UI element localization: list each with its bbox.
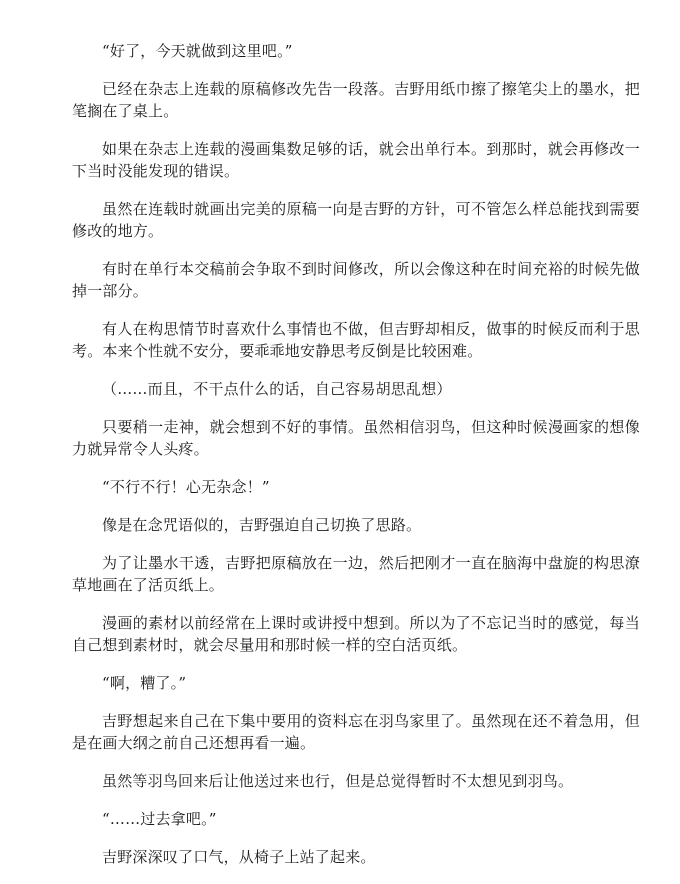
text-paragraph: 只要稍一走神，就会想到不好的事情。虽然相信羽鸟，但这种时候漫画家的想像力就异常令人头疼。: [72, 418, 640, 458]
document-page: [72, 40, 640, 884]
inner-thought-paragraph: （……而且，不干点什么的话，自己容易胡思乱想）: [102, 380, 452, 398]
text-paragraph: 已经在杂志上连载的原稿修改先告一段落。吉野用纸巾擦了擦笔尖上的墨水，把笔搁在了桌上。: [72, 80, 640, 120]
dialogue-paragraph: “啊，糟了。”: [102, 674, 187, 692]
text-paragraph: 虽然等羽鸟回来后让他送过来也行，但是总觉得暂时不太想见到羽鸟。: [102, 772, 574, 790]
text-paragraph: 有时在单行本交稿前会争取不到时间修改，所以会像这种在时间充裕的时候先做掉一部分。: [72, 260, 640, 300]
dialogue-paragraph: “……过去拿吧。”: [102, 810, 217, 828]
dialogue-paragraph: “好了，今天就做到这里吧。”: [102, 42, 293, 60]
text-paragraph: 如果在杂志上连载的漫画集数足够的话，就会出单行本。到那时，就会再修改一下当时没能发现的错误。: [72, 140, 640, 180]
text-paragraph: 吉野深深叹了口气，从椅子上站了起来。: [102, 848, 376, 866]
dialogue-paragraph: “不行不行！心无杂念！”: [102, 478, 270, 496]
text-paragraph: 有人在构思情节时喜欢什么事情也不做，但吉野却相反，做事的时候反而利于思考。本来个性就不安分，要乖乖地安静思考反倒是比较困难。: [72, 320, 640, 360]
text-paragraph: 漫画的素材以前经常在上课时或讲授中想到。所以为了不忘记当时的感觉，每当自己想到素材时，就会尽量用和那时候一样的空白活页纸。: [72, 614, 640, 654]
text-paragraph: 为了让墨水干透，吉野把原稿放在一边，然后把刚才一直在脑海中盘旋的构思潦草地画在了活页纸上。: [72, 554, 640, 594]
text-paragraph: 虽然在连载时就画出完美的原稿一向是吉野的方针，可不管怎么样总能找到需要修改的地方。: [72, 200, 640, 240]
text-paragraph: 像是在念咒语似的，吉野强迫自己切换了思路。: [102, 516, 422, 534]
text-paragraph: 吉野想起来自己在下集中要用的资料忘在羽鸟家里了。虽然现在还不着急用，但是在画大纲之前自己还想再看一遍。: [72, 712, 640, 752]
